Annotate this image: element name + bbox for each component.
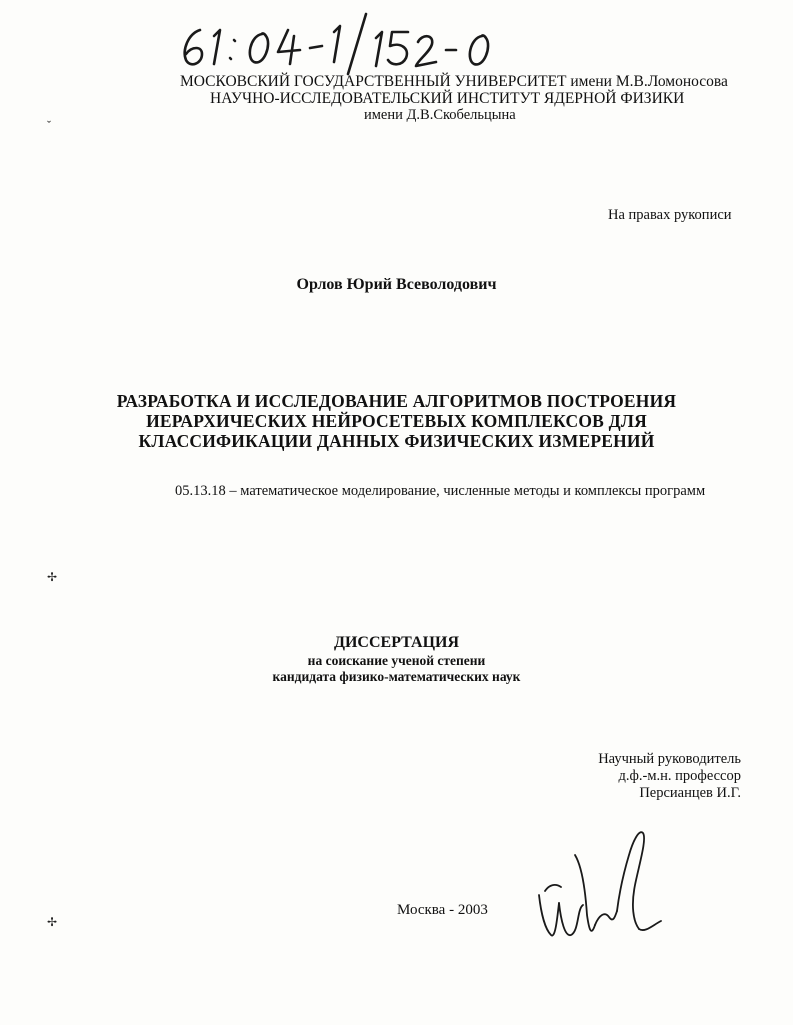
supervisor-name: Персианцев И.Г. (639, 785, 741, 801)
thesis-title-line-3: КЛАССИФИКАЦИИ ДАННЫХ ФИЗИЧЕСКИХ ИЗМЕРЕНИЙ (138, 431, 655, 451)
signature-drawing (535, 825, 665, 945)
place-and-year: Москва - 2003 (397, 902, 488, 918)
handwritten-registration-code (170, 8, 510, 78)
supervisor-degree: д.ф.-м.н. профессор (618, 768, 741, 784)
scan-speck-mark: ✢ (47, 570, 58, 584)
thesis-title-line-1: РАЗРАБОТКА И ИССЛЕДОВАНИЕ АЛГОРИТМОВ ПОСТРОЕНИЯ (116, 391, 677, 411)
author-signature (535, 825, 665, 945)
specialty-code: 05.13.18 – математическое моделирование, численные методы и комплексы программ (175, 483, 706, 499)
institution-line-university: МОСКОВСКИЙ ГОСУДАРСТВЕННЫЙ УНИВЕРСИТЕТ имени М.В.Ломоносова (180, 73, 728, 90)
degree-line-1: на соискание ученой степени (307, 653, 486, 668)
handwritten-code-drawing (170, 8, 510, 78)
thesis-title-line-2: ИЕРАРХИЧЕСКИХ НЕЙРОСЕТЕВЫХ КОМПЛЕКСОВ ДЛЯ (146, 411, 647, 431)
scan-speck-mark: ˇ (47, 118, 51, 132)
supervisor-role: Научный руководитель (598, 751, 741, 767)
author-name: Орлов Юрий Всеволодович (296, 276, 497, 293)
institution-line-named-after: имени Д.В.Скобельцына (364, 107, 516, 123)
manuscript-rights-note: На правах рукописи (608, 207, 732, 223)
institution-line-institute: НАУЧНО-ИССЛЕДОВАТЕЛЬСКИЙ ИНСТИТУТ ЯДЕРНОЙ ФИЗИКИ (210, 90, 685, 107)
scan-speck-mark: ✢ (47, 915, 58, 929)
degree-line-2: кандидата физико-математических наук (272, 669, 521, 684)
dissertation-heading: ДИССЕРТАЦИЯ (333, 634, 460, 651)
